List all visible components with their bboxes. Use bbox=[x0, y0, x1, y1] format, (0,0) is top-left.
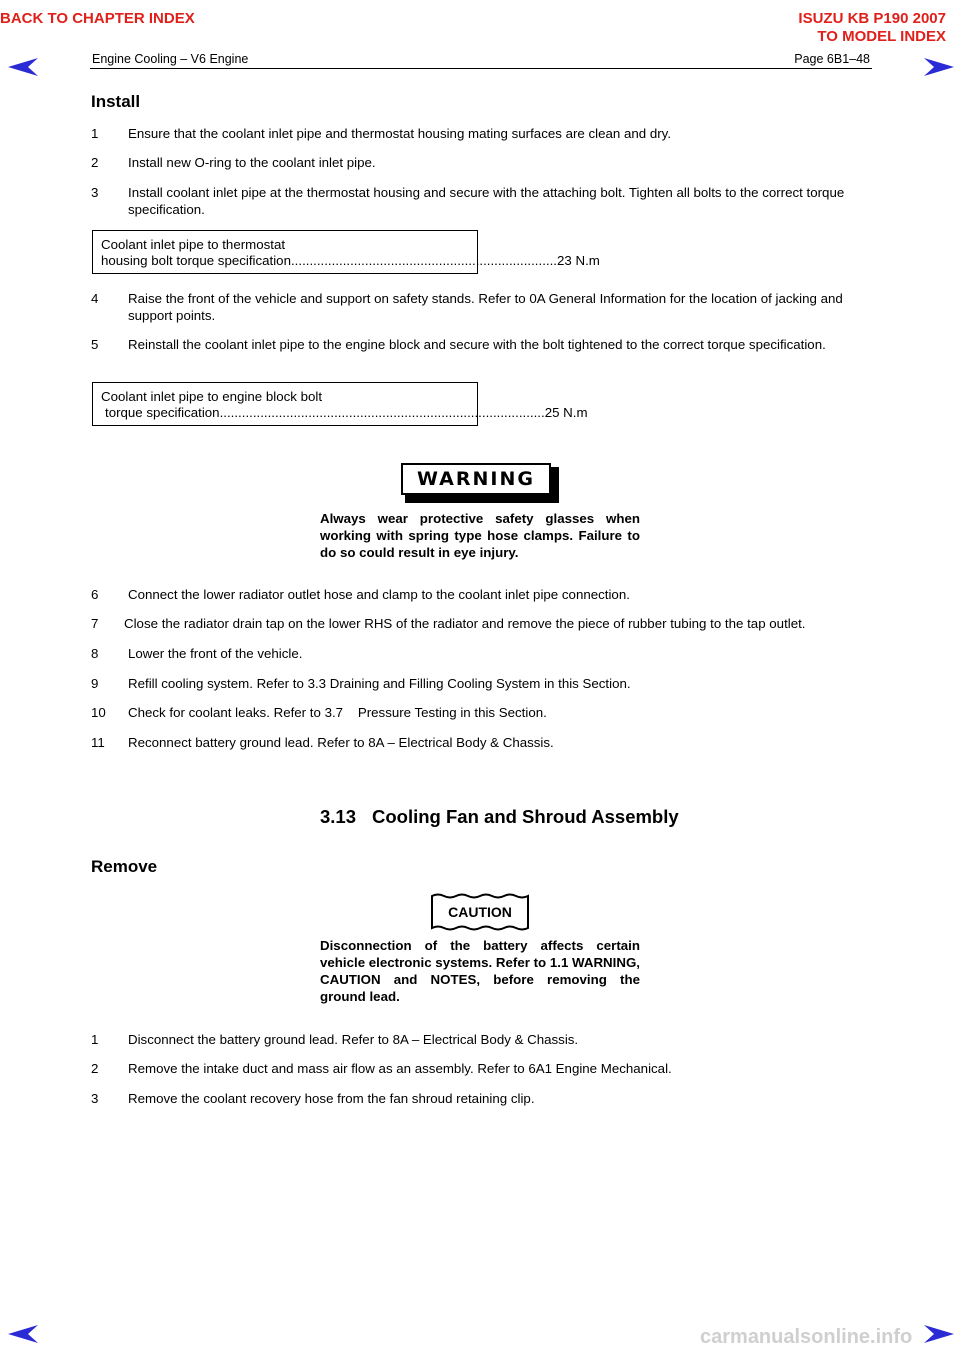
spec-value: 25 N.m bbox=[544, 405, 588, 420]
step-text: Connect the lower radiator outlet hose and clamp to the coolant inlet pipe connection. bbox=[128, 587, 630, 602]
step-text: Reconnect battery ground lead. Refer to 8A – Electrical Body & Chassis. bbox=[128, 735, 554, 750]
install-step bbox=[91, 154, 881, 171]
remove-heading: Remove bbox=[91, 857, 158, 876]
prev-page-arrow-icon[interactable] bbox=[6, 56, 40, 78]
next-page-arrow-icon[interactable] bbox=[922, 56, 956, 78]
next-page-arrow-bottom-icon[interactable] bbox=[922, 1323, 956, 1345]
install-step bbox=[91, 184, 881, 218]
step-text: Ensure that the coolant inlet pipe and thermostat housing mating surfaces are clean and dry. bbox=[128, 126, 672, 141]
spec-label-line2: torque specification bbox=[105, 405, 220, 420]
header-chapter-title: Engine Cooling – V6 Engine bbox=[92, 52, 249, 66]
install-step bbox=[91, 615, 881, 632]
step-number: 8 bbox=[91, 646, 99, 661]
torque-spec-box bbox=[92, 382, 588, 426]
step-text: Check for coolant leaks. Refer to 3.7 Pressure Testing in this Section. bbox=[128, 705, 547, 720]
install-step bbox=[91, 336, 881, 353]
step-number: 2 bbox=[91, 1061, 99, 1076]
spec-leader-dots: ........................................................................................ bbox=[219, 405, 545, 420]
section-title bbox=[320, 806, 679, 828]
caution-text: Disconnection of the battery affects certain vehicle electronic systems. Refer to 1.1 WARNING, CAUTION and NOTES, before removing the ground lead. bbox=[320, 938, 640, 1004]
remove-step bbox=[91, 1031, 881, 1048]
caution-label: CAUTION bbox=[448, 904, 512, 920]
step-text: Remove the intake duct and mass air flow as an assembly. Refer to 6A1 Engine Mechanical. bbox=[128, 1061, 672, 1076]
step-number: 5 bbox=[91, 337, 99, 352]
install-step bbox=[91, 586, 881, 603]
watermark: carmanualsonline.info bbox=[700, 1326, 913, 1348]
spec-row bbox=[101, 405, 588, 421]
install-step bbox=[91, 125, 881, 142]
step-text: Raise the front of the vehicle and support on safety stands. Refer to 0A General Information for the location of jacking and support points. bbox=[128, 291, 843, 323]
step-number: 10 bbox=[91, 705, 106, 720]
step-number: 11 bbox=[91, 735, 105, 750]
install-step bbox=[91, 704, 881, 721]
step-text: Install coolant inlet pipe at the thermostat housing and secure with the attaching bolt. Tighten all bolts to the correct torque specification. bbox=[128, 185, 845, 217]
step-number: 9 bbox=[91, 676, 99, 691]
step-number: 4 bbox=[91, 291, 99, 306]
warning-text: Always wear protective safety glasses when working with spring type hose clamps. Failure to do so could result in eye injury. bbox=[320, 511, 640, 560]
install-step bbox=[91, 645, 881, 662]
step-text: Refill cooling system. Refer to 3.3 Draining and Filling Cooling System in this Section. bbox=[128, 676, 631, 691]
remove-step bbox=[91, 1060, 881, 1077]
spec-value: 23 N.m bbox=[556, 253, 600, 268]
spec-leader-dots: ........................................................................ bbox=[290, 253, 557, 268]
caution-badge bbox=[428, 893, 532, 931]
spec-label-line2: housing bolt torque specification bbox=[101, 253, 291, 268]
model-title[interactable]: ISUZU KB P190 2007 bbox=[798, 10, 946, 27]
header-page-number: Page 6B1–48 bbox=[794, 52, 870, 66]
step-number: 7 bbox=[91, 616, 99, 631]
to-model-index[interactable]: TO MODEL INDEX bbox=[817, 28, 946, 45]
step-text: Reinstall the coolant inlet pipe to the engine block and secure with the bolt tightened to the correct torque specification. bbox=[128, 337, 826, 352]
warning-label: WARNING bbox=[401, 463, 551, 495]
step-number: 6 bbox=[91, 587, 99, 602]
model-index-link[interactable] bbox=[798, 10, 946, 46]
step-text: Disconnect the battery ground lead. Refer to 8A – Electrical Body & Chassis. bbox=[128, 1032, 579, 1047]
section-number: 3.13 bbox=[320, 806, 357, 827]
install-step bbox=[91, 734, 881, 751]
install-step bbox=[91, 675, 881, 692]
spec-row bbox=[101, 253, 600, 269]
step-text: Remove the coolant recovery hose from the fan shroud retaining clip. bbox=[128, 1091, 535, 1106]
back-to-chapter-index-link[interactable]: BACK TO CHAPTER INDEX bbox=[0, 10, 195, 27]
warning-badge bbox=[401, 463, 559, 503]
header-rule bbox=[90, 68, 872, 69]
spec-label-line1: Coolant inlet pipe to thermostat bbox=[101, 237, 286, 252]
step-text: Close the radiator drain tap on the lower RHS of the radiator and remove the piece of rubber tubing to the tap outlet. bbox=[124, 616, 806, 631]
step-number: 3 bbox=[91, 1091, 99, 1106]
section-name: Cooling Fan and Shroud Assembly bbox=[372, 806, 679, 827]
install-heading: Install bbox=[91, 92, 141, 111]
step-text: Install new O-ring to the coolant inlet pipe. bbox=[128, 155, 376, 170]
prev-page-arrow-bottom-icon[interactable] bbox=[6, 1323, 40, 1345]
step-number: 1 bbox=[91, 1032, 99, 1047]
install-step bbox=[91, 290, 881, 324]
remove-step bbox=[91, 1090, 881, 1107]
spec-label-line1: Coolant inlet pipe to engine block bolt bbox=[101, 389, 323, 404]
step-number: 2 bbox=[91, 155, 99, 170]
step-number: 1 bbox=[91, 126, 99, 141]
step-text: Lower the front of the vehicle. bbox=[128, 646, 303, 661]
torque-spec-box bbox=[92, 230, 600, 274]
step-number: 3 bbox=[91, 185, 99, 200]
